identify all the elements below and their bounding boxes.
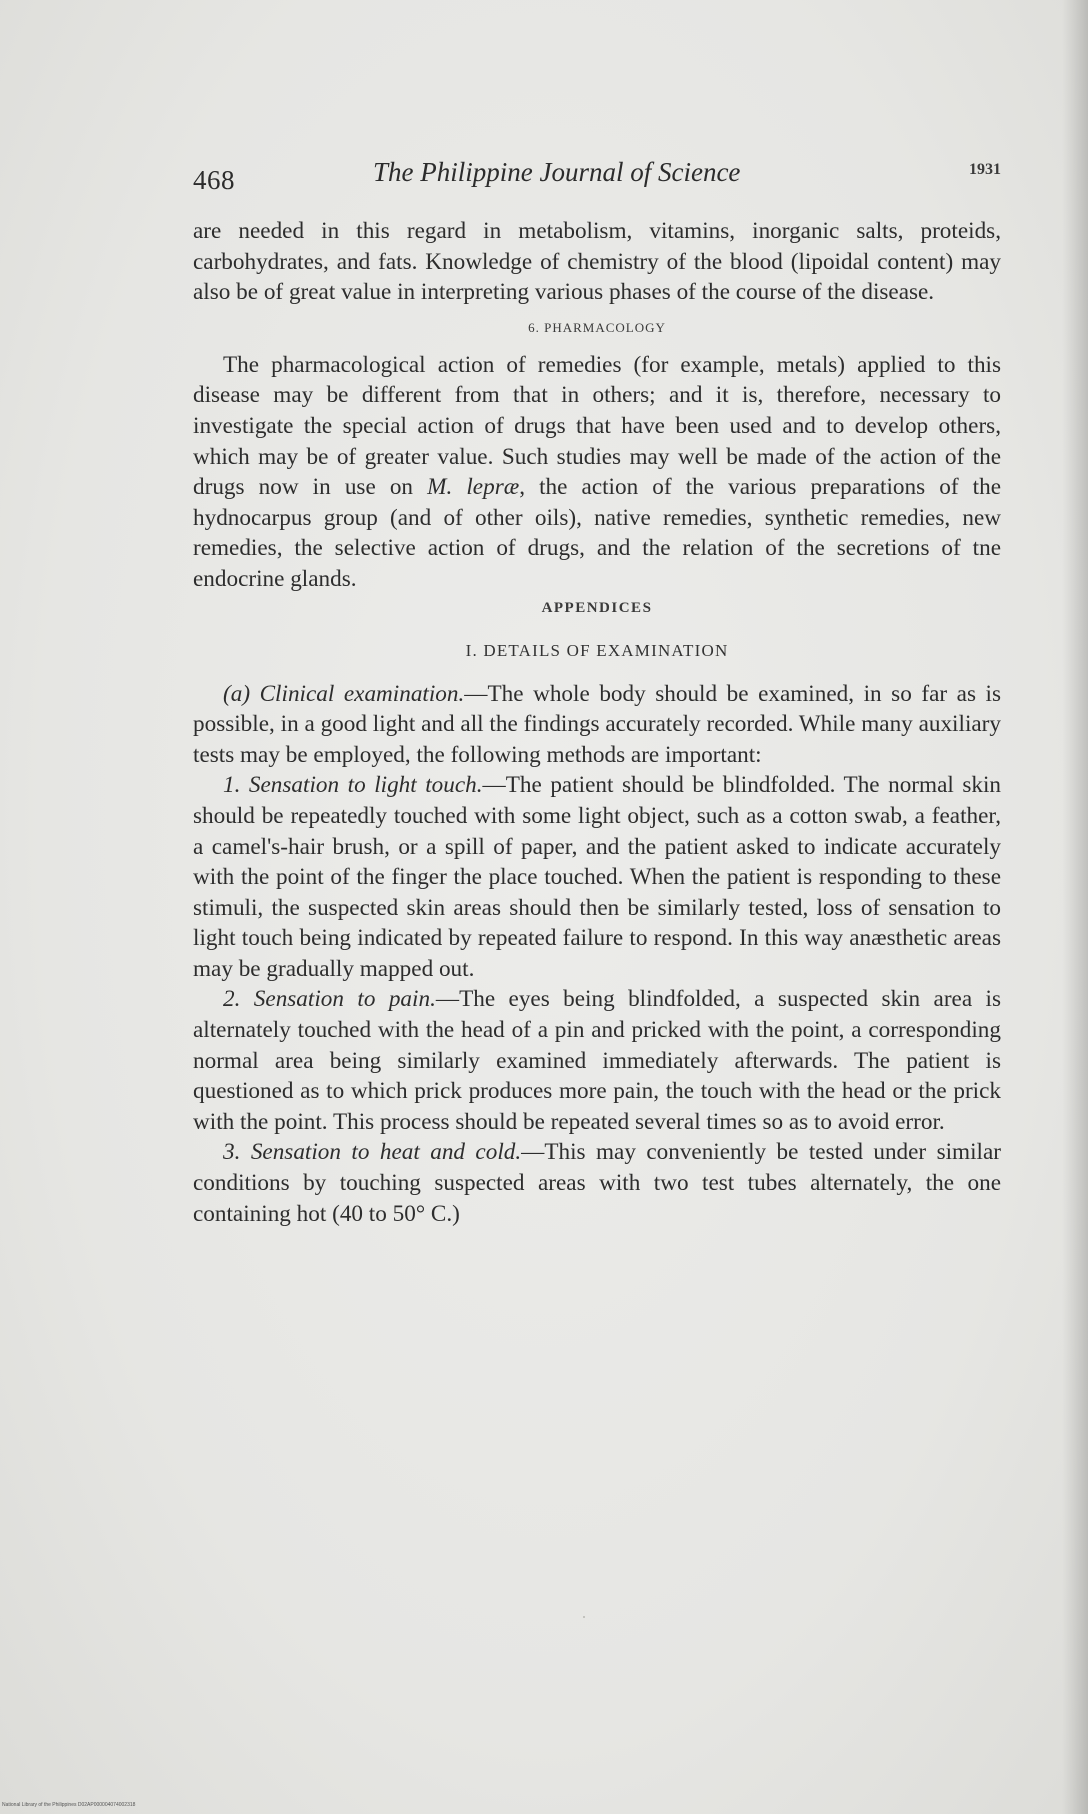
clinical-label: (a) Clinical examination. (223, 680, 465, 707)
spine-shadow (1062, 0, 1088, 1814)
article-body (193, 216, 1001, 1229)
touch-text: —The patient should be blindfolded. The normal skin should be repeatedly touched with some light object, such as a cotton swab, a feather, a camel's-hair brush, or a spill of paper, and the patient asked to indicate accurately with the point of the finger the place touched. When the patient is responding to these stimuli, the suspected skin areas should then be similarly tested, loss of sensation to light touch being indicated by repeated failure to respond. In this way anæsthetic areas may be gradually mapped out. (193, 772, 1001, 982)
heat-paragraph (193, 1137, 1001, 1229)
pharmacology-heading: 6. PHARMACOLOGY (528, 319, 666, 335)
page-number: 468 (193, 165, 235, 195)
heat-text: —This may conveniently be tested under similar conditions by touching suspected areas with two test tubes alternately, the one containing hot (40 to 50° C.) (193, 1139, 1001, 1227)
pain-paragraph (193, 984, 1001, 1137)
touch-paragraph (193, 770, 1001, 984)
clinical-text: —The whole body should be examined, in so far as is possible, in a good light and all the findings accurately recorded. While many auxiliary tests may be employed, the following methods are important: (193, 680, 1001, 768)
intro-paragraph: are needed in this regard in metabolism, vitamins, inorganic salts, proteids, carbohydrates, and fats. Knowledge of chemistry of the blood (lipoidal content) may also be of great value in interpreting various phases of the course of the disease. (193, 218, 1001, 306)
organism-name: M. lepræ (427, 474, 520, 501)
journal-title: The Philippine Journal of Science (373, 157, 741, 187)
heat-label: 3. Sensation to heat and cold. (223, 1139, 522, 1166)
running-header (193, 155, 1001, 197)
pain-text: —The eyes being blindfolded, a suspected skin area is alternately touched with the head of a pin and pricked with the point, a corresponding normal area being similarly examined immediately afterwards. The patient is questioned as to which prick produces more pain, the touch with the head or the prick with the point. This process should be repeated several times so as to avoid error. (193, 986, 1001, 1135)
touch-label: 1. Sensation to light touch. (223, 772, 483, 799)
pharmacology-paragraph (193, 350, 1001, 595)
scan-credit: National Library of the Philippines D02AP000004074002318 (2, 1802, 136, 1808)
scan-speck (583, 1616, 585, 1618)
clinical-paragraph (193, 679, 1001, 771)
details-heading: I. DETAILS OF EXAMINATION (465, 640, 729, 660)
pain-label: 2. Sensation to pain. (223, 986, 436, 1013)
publication-year: 1931 (969, 161, 1001, 178)
pharmacology-text-part1: The pharmacological action of remedies (for example, metals) applied to this disease may be different from that in others; and it is, therefore, necessary to investigate the special action of drugs that have been used and to develop others, which may be of greater value. Such studies may well be made of the action of the drugs now in use on (193, 351, 1001, 501)
appendices-heading: APPENDICES (541, 599, 653, 616)
pharmacology-text-part2: , the action of the various preparations of the hydnocarpus group (and of other oils), native remedies, synthetic remedies, new remedies, the selective action of drugs, and the relation of the secretions of tne endocrine glands. (193, 474, 1001, 592)
